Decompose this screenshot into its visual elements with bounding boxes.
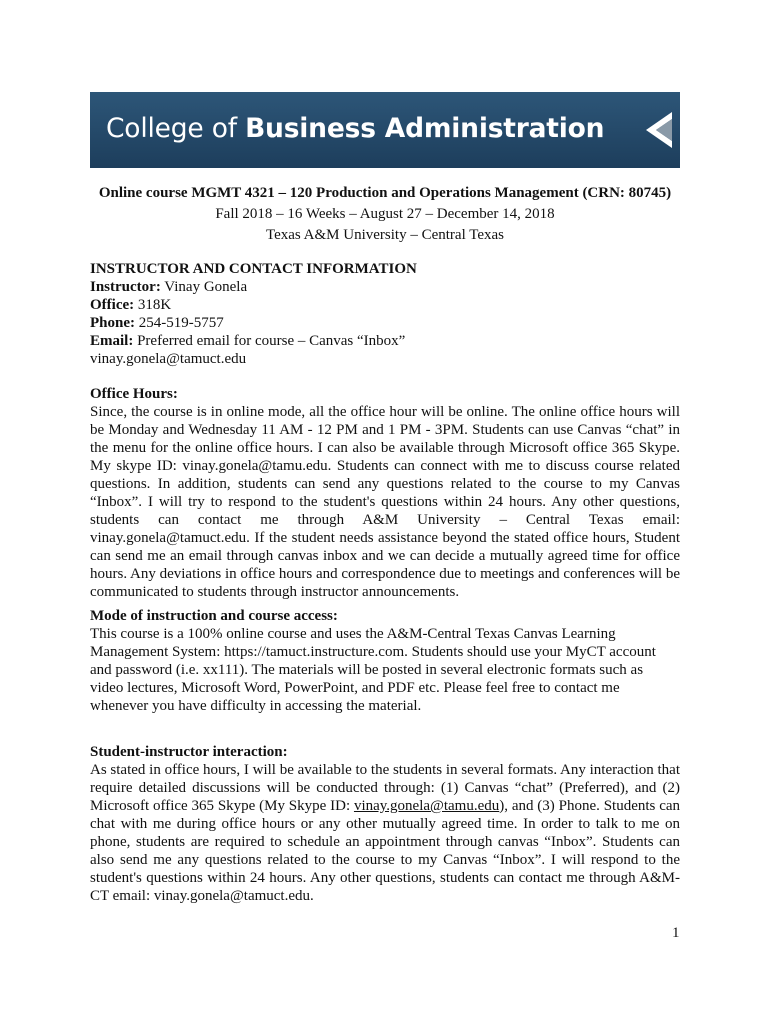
college-banner	[90, 92, 680, 168]
course-term: Fall 2018 – 16 Weeks – August 27 – December 14, 2018	[215, 206, 555, 222]
skype-link[interactable]: vinay.gonela@tamu.edu	[353, 798, 500, 814]
interaction-body	[90, 761, 680, 905]
interaction-heading: Student-instructor interaction:	[90, 744, 288, 760]
interaction-section	[90, 743, 680, 905]
mode-line: Management System: https://tamuct.instructure.com. Students should use your MyCT account	[90, 644, 656, 660]
office-hours-heading: Office Hours:	[90, 386, 178, 402]
office-hours-section	[90, 385, 680, 601]
interaction-text-start: As stated in office hours, I will be available to the students in several formats. Any interaction that require detailed discussions will be conducted through: (1) Canvas “chat” (Preferred), and (2) Microsoft office 365 Skype (My Skype ID:	[90, 762, 680, 814]
course-title: Online course MGMT 4321 – 120 Production and Operations Management (CRN: 80745)	[98, 185, 672, 201]
course-header	[40, 183, 730, 246]
office-label: Office:	[90, 297, 135, 313]
course-university: Texas A&M University – Central Texas	[265, 227, 504, 243]
banner-title-plain: College of	[106, 113, 246, 144]
mode-line: and password (i.e. xx111). The materials will be posted in several electronic formats such as	[90, 662, 644, 678]
instructor-value: Vinay Gonela	[160, 279, 248, 295]
instructor-label: Instructor:	[90, 279, 161, 295]
contact-section	[90, 260, 680, 368]
instructor-line	[90, 278, 680, 296]
phone-label: Phone:	[90, 315, 135, 331]
office-hours-body: Since, the course is in online mode, all the office hour will be online. The online office hours will be Monday and Wednesday 11 AM - 12 PM and 1 PM - 3PM. Students can use Canvas “chat” in the menu for the online office hours. I can also be available through Microsoft office 365 Skype. My skype ID: vinay.gonela@tamu.edu. Students can connect with me to discuss course related questions. In addition, students can send any questions related to the course to my Canvas “Inbox”. I will try to respond to the student's questions within 24 hours. Any other questions, students can contact me through A&M University – Central Texas email: vinay.gonela@tamuct.edu. If the student needs assistance beyond the stated office hours, Student can send me an email through canvas inbox and we can decide a mutually agreed time for office hours. Any deviations in office hours and correspondence due to meetings and conferences will be communicated to students through instructor announcements.	[90, 404, 680, 600]
mode-line: video lectures, Microsoft Word, PowerPoint, and PDF etc. Please feel free to contact me	[90, 680, 620, 696]
office-line	[90, 296, 680, 314]
banner-title	[106, 112, 604, 146]
office-value: 318K	[134, 297, 172, 313]
email-line	[90, 332, 680, 350]
mode-heading: Mode of instruction and course access:	[90, 608, 338, 624]
banner-title-bold: Business Administration	[245, 113, 605, 144]
phone-value: 254-519-5757	[135, 315, 224, 331]
mode-line: This course is a 100% online course and uses the A&M-Central Texas Canvas Learning	[90, 626, 616, 642]
mode-section	[90, 607, 680, 715]
email-label: Email:	[90, 333, 134, 349]
email-address[interactable]: vinay.gonela@tamuct.edu	[90, 351, 247, 367]
chevron-left-icon	[640, 110, 680, 150]
email-value: Preferred email for course – Canvas “Inbox”	[133, 333, 406, 349]
page-number: 1	[672, 925, 680, 941]
phone-line	[90, 314, 680, 332]
mode-line: whenever you have difficulty in accessing the material.	[90, 698, 422, 714]
contact-heading: INSTRUCTOR AND CONTACT INFORMATION	[90, 261, 417, 277]
interaction-text-end: ), and (3) Phone. Students can chat with me during office hours or any other mutually agreed time. In order to talk to me on phone, students are required to schedule an appointment through canvas “Inbox”. Students can also send me any questions related to the course to my Canvas “Inbox”. I will respond to the student's questions within 24 hours. Any other questions, students can contact me through A&M-CT email: vinay.gonela@tamuct.edu.	[90, 798, 681, 904]
